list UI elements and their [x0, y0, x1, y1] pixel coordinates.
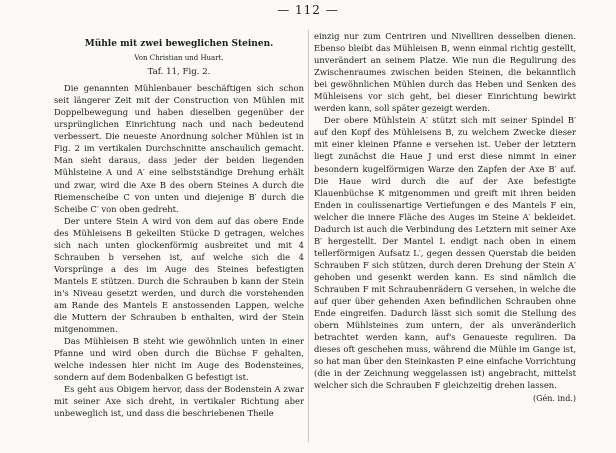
page-number: — 112 — [277, 3, 339, 17]
column-divider [308, 30, 309, 442]
right-column [314, 30, 576, 405]
figure-reference: Taf. 11, Fig. 2. [147, 67, 211, 78]
article-title: Mühle mit zwei beweglichen Steinen. [84, 39, 274, 49]
left-column [54, 30, 304, 419]
paragraph: Der untere Stein A wird von dem auf das obere Ende des Mühleisens B gekeilten Stücke D getragen, welches sich nach unten glockenförmig ausbreitet und mit 4 Schrauben b versehen ist, auf welche sich die 4 Vorsprünge a des im Auge des Steines befestigten Mantels E stützen. Durch die Schrauben b kann der Stein in's Niveau gesetzt werden, und durch die vorstehenden am Rande des Mantels E anstossenden Lappen, welche die Muttern der Schrauben b enthalten, wird der Stein mitgenommen. [54, 215, 304, 335]
source-citation: (Gén. ind.) [533, 394, 576, 404]
paragraph: Es geht aus Obigem hervor, dass der Bodenstein A zwar mit seiner Axe sich dreht, in vertikaler Richtung aber unbeweglich ist, und dass die beschriebenen Theile [54, 384, 304, 419]
paragraph: einzig nur zum Centriren und Nivelliren desselben dienen. Ebenso bleibt das Mühleisen B, wenn einmal richtig gestellt, unverändert an seinem Platze. Wie nun die Regulirung des Zwischenraumes zwischen beiden Steinen, die bekanntlich bei gewöhnlichen Mühlen durch das Heben und Senken des Mühleisens vor sich geht, bei dieser Einrichtung bewirkt werden kann, soll später gezeigt werden. [314, 31, 576, 114]
paragraph: Das Mühleisen B steht wie gewöhnlich unten in einer Pfanne und wird oben durch die Büchse F gehalten, welche indessen hier nicht im Auge des Bodensteines, sondern auf dem Bodenbalken G befestigt ist. [54, 336, 304, 383]
paragraph: Die genannten Mühlenbauer beschäftigen sich schon seit längerer Zeit mit der Construction von Mühlen mit Doppelbewegung und haben dieselben gegenüber der ursprünglichen Einrichtung nach und nach bedeutend verbessert. Die neueste Anordnung solcher Mühlen ist in Fig. 2 im vertikalen Durchschnitte anschaulich gemacht. Man sieht daraus, dass jeder der beiden liegenden Mühlsteine A und A′ eine selbstständige Drehung erhält und zwar, wird die Axe B des obern Steines A durch die Riemenscheibe C von unten und diejenige B′ durch die Scheibe C′ von oben gedreht. [54, 83, 304, 214]
article-authors: Von Christian und Huart. [134, 54, 224, 63]
paragraph: Der obere Mühlstein A′ stützt sich mit seiner Spindel B′ auf den Kopf des Mühleisens B, zu welchem Zwecke dieser mit einer kleinen Pfanne e versehen ist. Ueber der letztern liegt zunächst die Haue J und erst diese nimmt in einer besondern kugelförmigen Warze den Zapfen der Axe B′ auf. Die Haue wird durch die auf der Axe befestigte Klauenbüchse K mitgenommen und greift mit ihren beiden Enden in coulissenartige Vertiefungen e des Mantels F ein, welcher die innere Fläche des Auges im Steine A′ bekleidet. Dadurch ist auch die Verbindung des Letztern mit seiner Axe B′ hergestellt. Der Mantel L endigt nach oben in einem tellerförmigen Aufsatz L′, gegen dessen Querstab die beiden Schrauben F sich stützen, durch deren Drehung der Stein A′ gehoben und gesenkt werden kann. Es sind nämlich die Schrauben F mit Schraubenrädern G versehen, in welche die auf quer über gehenden Axen befindlichen Schrauben ohne Ende eingreifen. Dadurch lässt sich somit die Stellung des obern Mühlsteines zum untern, der als unveränderlich betrachtet werden kann, auf's Genaueste reguliren. Da dieses oft geschehen muss, während die Mühle im Gange ist, so hat man über den Steinkasten P eine einfache Vorrichtung (die in der Zeichnung weggelassen ist) angebracht, mittelst welcher sich die Schrauben F gleichzeitig drehen lassen. [314, 115, 576, 391]
